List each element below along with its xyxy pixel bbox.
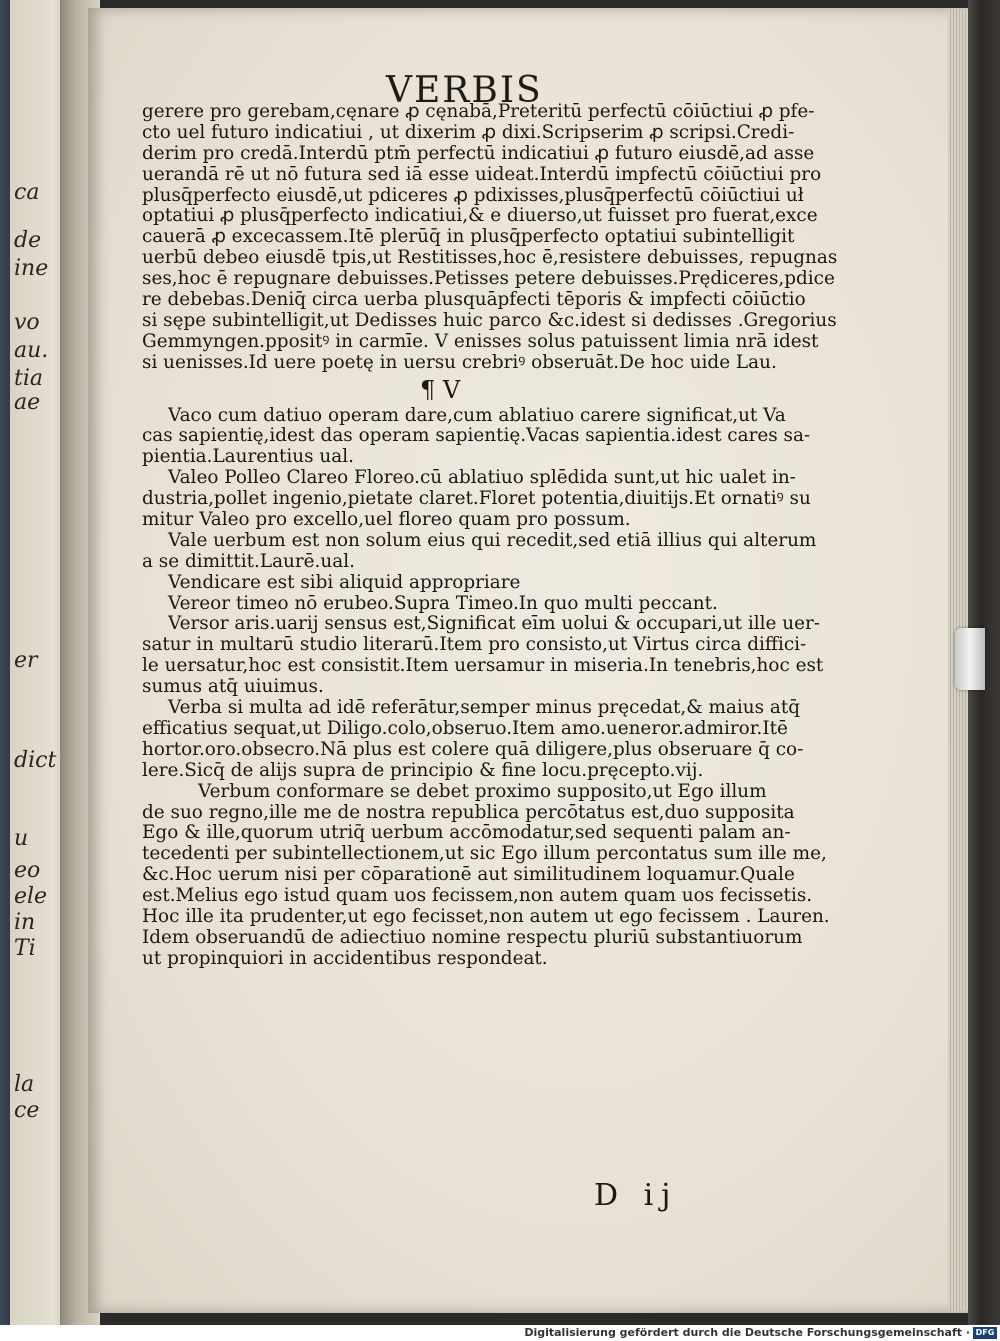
running-head: VERBIS (386, 70, 543, 111)
entry-vale (142, 531, 862, 573)
entry-line: Vereor timeo nō erubeo.Supra Timeo.In quo multi peccant. (168, 593, 718, 614)
section-heading: ¶ V (420, 375, 461, 404)
left-page-text: eo (14, 858, 41, 883)
text-line: plusq̄perfecto eiusdē,ut pdiceres ꝓ pdixisses,plusq̄perfectū cōiūctiui uł (142, 185, 804, 206)
left-page-text: la (14, 1072, 35, 1097)
entry-line: Idem obseruandū de adiectiuo nomine respectu pluriū substantiuorum (142, 927, 803, 948)
left-page-text: ine (14, 256, 49, 281)
left-page-text: ca (14, 180, 40, 205)
left-page-text: in (14, 910, 36, 935)
left-page-text: ce (14, 1098, 40, 1123)
entry-line: mitur Valeo pro excello,uel floreo quam pro possum. (142, 510, 631, 531)
entry-line: &c.Hoc uerum nisi per cōparationē aut similitudinem loquamur.Quale (142, 865, 795, 886)
text-line: uerbū debeo eiusdē tpis,ut Restitisses,hoc ē,resistere debuisses, repugnas (142, 248, 838, 269)
entry-versor (142, 614, 862, 698)
left-page-text: tia (14, 366, 43, 391)
entry-line: efficatius sequat,ut Diligo.colo,obseruo.Item amo.ueneror.admiror.Itē (142, 718, 788, 739)
text-line: si uenisses.Id uere poetę in uersu crebriꝰ obseruāt.De hoc uide Lau. (142, 352, 777, 373)
entry-line: Verbum conformare se debet proximo supposito,ut Ego illum (198, 781, 767, 802)
text-line: optatiui ꝓ plusq̄perfecto indicatiui,& e diuerso,ut fuisset pro fuerat,exce (142, 206, 818, 227)
text-line: si sępe subintelligit,ut Dedisses huic parco &c.idest si dedisses .Gregorius (142, 310, 837, 331)
entry-line: est.Melius ego istud quam uos fecissem,non autem quam uos fecissetis. (142, 886, 813, 907)
text-line: gerere pro gerebam,cęnare ꝓ cęnabā,Preteritū perfectū cōiūctiui ꝓ pfe- (142, 102, 815, 122)
entry-line: a se dimittit.Laurē.ual. (142, 551, 355, 572)
entry-line: Verba si multa ad idē referātur,semper minus pręcedat,& maius atq̄ (168, 698, 801, 719)
left-page-text: au. (14, 338, 49, 363)
page-clip (955, 628, 985, 690)
left-page-text: dict (14, 748, 57, 773)
entry-line: cas sapientię,idest das operam sapientię.Vacas sapientia.idest cares sa- (142, 426, 811, 447)
entry-verba (142, 698, 862, 782)
left-page-text: u (14, 826, 29, 851)
left-page-text: er (14, 648, 38, 673)
entry-vaco (142, 406, 862, 469)
entry-line: Hoc ille ita prudenter,ut ego fecisset,non autem ut ego fecissem . Lauren. (142, 906, 830, 927)
left-page-text: vo (14, 310, 40, 335)
text-line: Gemmyngen.ppositꝰ in carmīe. V enisses solus patuissent limia nrā idest (142, 331, 819, 352)
left-page-text: ele (14, 884, 48, 909)
page-text-block (142, 102, 862, 970)
digitization-credit: Digitalisierung gefördert durch die Deutsche Forschungsgemeinschaft · (524, 1326, 970, 1339)
entry-valeo (142, 468, 862, 531)
entry-line: Versor aris.uarij sensus est,Significat eīm uolui & occupari,ut ille uer- (168, 614, 820, 635)
text-line: cto uel futuro indicatiui , ut dixerim ꝓ dixi.Scripserim ꝓ scripsi.Credi- (142, 122, 795, 143)
signature-mark: D ij (594, 1178, 679, 1213)
left-page-text: ae (14, 390, 41, 415)
entry-line: ut propinquiori in accidentibus respondeat. (142, 948, 548, 969)
entry-line: hortor.oro.obsecro.Nā plus est colere quā diligere,plus obseruare q̄ co- (142, 739, 804, 760)
entry-line: tecedenti per subintellectionem,ut sic Ego illum percontatus sum ille me, (142, 844, 827, 865)
entry-line: lere.Sicq̄ de alijs supra de principio & fine locu.pręcepto.vij. (142, 760, 704, 781)
text-line: ses,hoc ē repugnare debuisses.Petisses petere debuisses.Prędiceres,pdice (142, 269, 835, 290)
text-line: uerandā rē ut nō futura sed iā esse uideat.Interdū impfectū cōiūctiui pro (142, 164, 822, 185)
entry-line: le uersatur,hoc est consistit.Item uersamur in miseria.In tenebris,hoc est (142, 656, 824, 677)
left-page-text: de (14, 228, 42, 253)
entry-line: de suo regno,ille me de nostra republica percōtatus est,duo supposita (142, 802, 795, 823)
entry-vereor (142, 594, 862, 615)
entry-line: Ego & ille,quorum utriq̄ uerbum accōmodatur,sed sequenti palam an- (142, 823, 791, 844)
entry-line: sumus atq̄ uiuimus. (142, 677, 324, 698)
entry-line: Valeo Polleo Clareo Floreo.cū ablatiuo splēdida sunt,ut hic ualet in- (168, 468, 796, 489)
continued-paragraph (142, 102, 862, 374)
entry-vendicare (142, 573, 862, 594)
text-line: cauerā ꝓ excecassem.Itē plerūq̄ in plusq̄perfecto optatiui subintelligit (142, 227, 795, 248)
text-line: re debebas.Deniq̄ circa uerba plusquāpfecti tēporis & impfecti cōiūctio (142, 290, 806, 311)
entry-line: Vendicare est sibi aliquid appropriare (168, 572, 521, 593)
text-line: derim pro credā.Interdū ptm̄ perfectū indicatiui ꝓ futuro eiusdē,ad asse (142, 143, 815, 164)
entry-line: satur in multarū studio literarū.Item pro consisto,ut Virtus circa diffici- (142, 635, 807, 656)
entry-verbum (142, 782, 862, 970)
entry-line: Vaco cum datiuo operam dare,cum ablatiuo carere significat,ut Va (168, 405, 786, 426)
entry-line: pientia.Laurentius ual. (142, 447, 354, 468)
left-page-text: Ti (14, 936, 36, 961)
entry-line: dustria,pollet ingenio,pietate claret.Floret potentia,diuitijs.Et ornatiꝰ su (142, 489, 811, 510)
dfg-logo[interactable]: DFG (973, 1327, 997, 1339)
entry-line: Vale uerbum est non solum eius qui recedit,sed etiā illius qui alterum (168, 530, 817, 551)
